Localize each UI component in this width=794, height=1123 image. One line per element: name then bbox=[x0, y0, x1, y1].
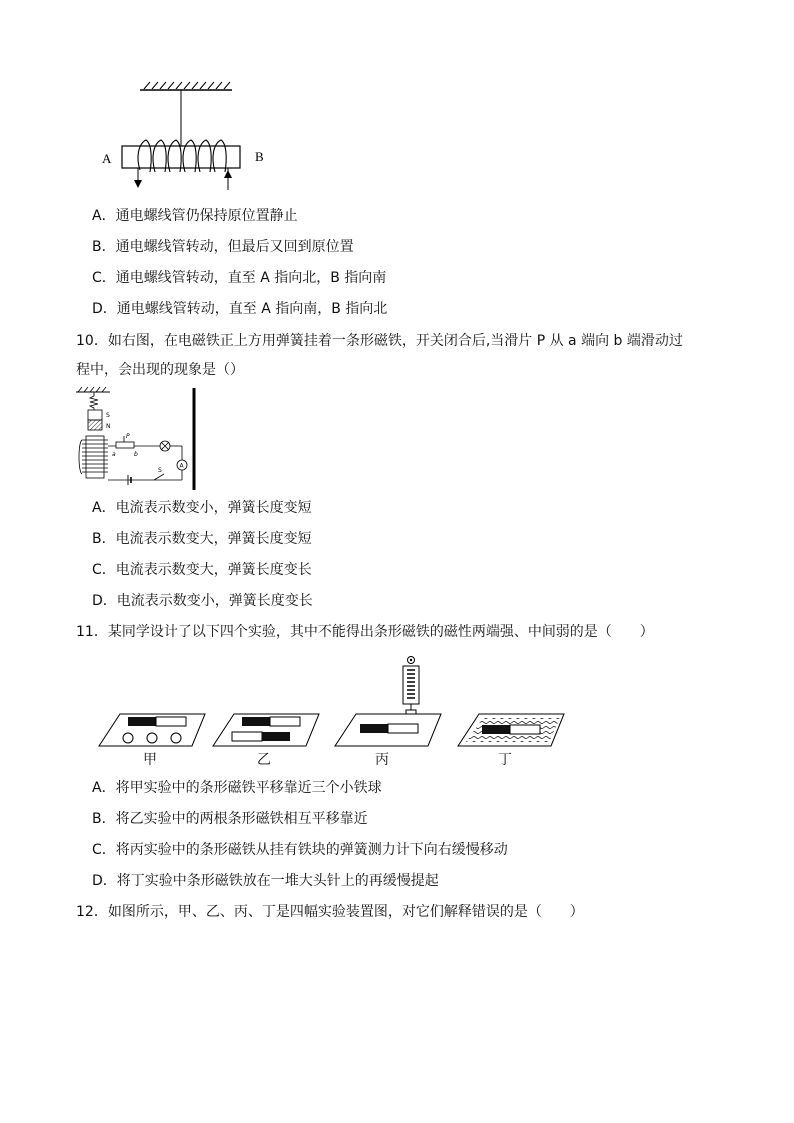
label-a-end: a bbox=[112, 451, 116, 458]
pole-s-label: S bbox=[106, 412, 110, 419]
q9-option-b: B．通电螺线管转动，但最后又回到原位置 bbox=[92, 239, 354, 255]
magnet-yi2-light bbox=[232, 732, 262, 741]
ammeter-label: A bbox=[179, 462, 184, 470]
electromagnet-figure bbox=[72, 384, 202, 494]
caption-yi: 乙 bbox=[257, 752, 271, 768]
magnet-bing-dark bbox=[360, 724, 388, 733]
iron-ball-2 bbox=[147, 733, 157, 743]
q10-option-a: A．电流表示数变小，弹簧长度变短 bbox=[92, 500, 312, 516]
magnet-yi1-light bbox=[270, 717, 300, 726]
q10-option-d: D．电流表示数变小，弹簧长度变长 bbox=[92, 593, 313, 609]
pole-n-label: N bbox=[106, 423, 111, 430]
switch-label: S bbox=[158, 467, 162, 474]
q11-stem: 11．某同学设计了以下四个实验，其中不能得出条形磁铁的磁性两端强、中间弱的是（ ） bbox=[76, 624, 654, 640]
rheostat bbox=[116, 442, 134, 448]
q10-stem-line1: 10．如右图，在电磁铁正上方用弹簧挂着一条形磁铁，开关闭合后,当滑片 P 从 a 端向 b 端滑动过 bbox=[76, 333, 683, 349]
switch-blade bbox=[154, 474, 164, 480]
magnet-jia-light bbox=[156, 717, 186, 726]
four-experiments-figure bbox=[0, 650, 794, 760]
q11-option-a: A．将甲实验中的条形磁铁平移靠近三个小铁球 bbox=[92, 780, 382, 796]
caption-bing: 丙 bbox=[375, 752, 389, 768]
spring bbox=[90, 392, 98, 410]
caption-ding: 丁 bbox=[498, 752, 512, 768]
magnet-ding-dark bbox=[482, 725, 510, 734]
q10-option-b: B．电流表示数变大，弹簧长度变短 bbox=[92, 531, 312, 547]
current-arrow-down bbox=[134, 180, 142, 188]
q12-stem: 12．如图所示，甲、乙、丙、丁是四幅实验装置图，对它们解释错误的是（ ） bbox=[76, 904, 584, 920]
solenoid-figure bbox=[0, 0, 794, 200]
q9-option-d: D．通电螺线管转动，直至 A 指向南，B 指向北 bbox=[92, 301, 388, 317]
support-hatch bbox=[78, 387, 106, 392]
magnet-bing-light bbox=[388, 724, 418, 733]
magnet-yi2-dark bbox=[262, 732, 290, 741]
q10-option-c: C．电流表示数变大，弹簧长度变长 bbox=[92, 562, 312, 578]
q11-option-c: C．将丙实验中的条形磁铁从挂有铁块的弹簧测力计下向右缓慢移动 bbox=[92, 842, 508, 858]
q11-option-d: D．将丁实验中条形磁铁放在一堆大头针上的再缓慢提起 bbox=[92, 873, 439, 889]
caption-jia: 甲 bbox=[143, 752, 157, 768]
bar-magnet-top bbox=[88, 410, 102, 420]
iron-ball-1 bbox=[123, 733, 133, 743]
magnet-ding-light bbox=[510, 725, 540, 734]
q11-option-b: B．将乙实验中的两根条形磁铁相互平移靠近 bbox=[92, 811, 368, 827]
bar-magnet-bottom bbox=[88, 420, 102, 430]
label-b-end: b bbox=[134, 451, 138, 458]
label-p: P bbox=[126, 433, 130, 440]
iron-ball-3 bbox=[171, 733, 181, 743]
magnet-jia-dark bbox=[128, 717, 156, 726]
ceiling-hatch bbox=[144, 82, 230, 89]
label-b: B bbox=[255, 149, 264, 164]
magnet-yi1-dark bbox=[242, 717, 270, 726]
q9-option-c: C．通电螺线管转动，直至 A 指向北，B 指向南 bbox=[92, 270, 387, 286]
q9-option-a: A．通电螺线管仍保持原位置静止 bbox=[92, 208, 298, 224]
q10-stem-line2: 程中，会出现的现象是（） bbox=[76, 362, 244, 378]
label-a: A bbox=[102, 151, 112, 166]
